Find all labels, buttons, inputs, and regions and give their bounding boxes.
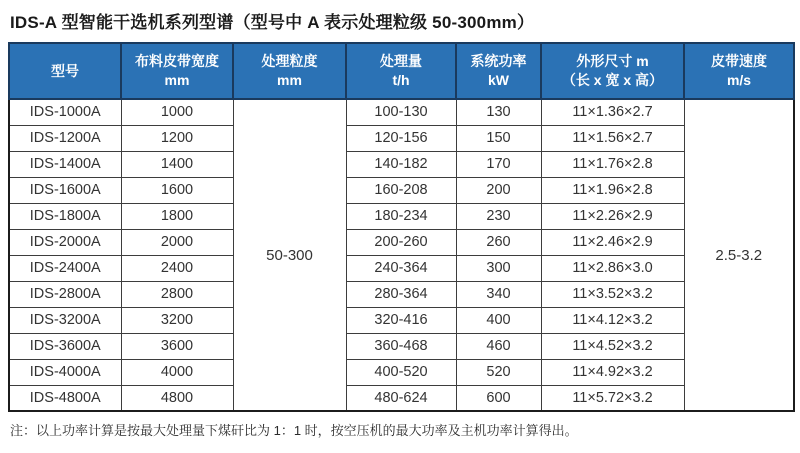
cell-belt-width: 4800: [121, 385, 233, 411]
column-header-4: [346, 43, 456, 99]
column-header-7: [684, 43, 794, 99]
cell-capacity: 360-468: [346, 333, 456, 359]
column-header-label: 皮带速度: [711, 53, 767, 70]
cell-capacity: 240-364: [346, 255, 456, 281]
cell-power: 260: [456, 229, 541, 255]
column-header-2: [121, 43, 233, 99]
cell-model: IDS-4800A: [9, 385, 121, 411]
cell-dimensions: 11×2.46×2.9: [541, 229, 684, 255]
cell-model: IDS-2400A: [9, 255, 121, 281]
cell-belt-speed-merged: 2.5-3.2: [684, 99, 794, 411]
table-row: [9, 229, 794, 255]
column-header-6: [541, 43, 684, 99]
cell-belt-width: 3600: [121, 333, 233, 359]
column-header-unit: m/s: [726, 72, 752, 88]
cell-belt-width: 1200: [121, 125, 233, 151]
cell-capacity: 200-260: [346, 229, 456, 255]
cell-power: 460: [456, 333, 541, 359]
cell-capacity: 120-156: [346, 125, 456, 151]
column-header-label: 布料皮带宽度: [135, 53, 219, 70]
cell-belt-width: 2800: [121, 281, 233, 307]
table-row: [9, 281, 794, 307]
cell-model: IDS-2800A: [9, 281, 121, 307]
cell-dimensions: 11×1.36×2.7: [541, 99, 684, 125]
cell-model: IDS-1200A: [9, 125, 121, 151]
table-row: [9, 151, 794, 177]
column-header-unit: t/h: [392, 72, 410, 88]
cell-power: 300: [456, 255, 541, 281]
cell-dimensions: 11×1.56×2.7: [541, 125, 684, 151]
cell-dimensions: 11×4.52×3.2: [541, 333, 684, 359]
cell-dimensions: 11×4.12×3.2: [541, 307, 684, 333]
table-row: [9, 333, 794, 359]
cell-power: 600: [456, 385, 541, 411]
cell-power: 150: [456, 125, 541, 151]
table-row: [9, 385, 794, 411]
cell-model: IDS-1000A: [9, 99, 121, 125]
cell-power: 520: [456, 359, 541, 385]
cell-capacity: 160-208: [346, 177, 456, 203]
column-header-unit: mm: [277, 72, 302, 88]
column-header-unit: mm: [164, 72, 190, 88]
cell-power: 170: [456, 151, 541, 177]
cell-particle-size-merged: 50-300: [233, 99, 346, 411]
column-header-label: 系统功率: [470, 53, 527, 70]
cell-belt-width: 1600: [121, 177, 233, 203]
cell-power: 130: [456, 99, 541, 125]
cell-belt-width: 4000: [121, 359, 233, 385]
column-header-1: [9, 43, 121, 99]
cell-dimensions: 11×2.86×3.0: [541, 255, 684, 281]
cell-model: IDS-4000A: [9, 359, 121, 385]
cell-capacity: 100-130: [346, 99, 456, 125]
table-row: [9, 255, 794, 281]
table-body: [9, 99, 794, 411]
column-header-label: 型号: [51, 62, 79, 79]
cell-capacity: 480-624: [346, 385, 456, 411]
table-row: [9, 203, 794, 229]
cell-belt-width: 2400: [121, 255, 233, 281]
table-row: [9, 177, 794, 203]
cell-belt-width: 2000: [121, 229, 233, 255]
cell-model: IDS-2000A: [9, 229, 121, 255]
cell-dimensions: 11×1.96×2.8: [541, 177, 684, 203]
cell-dimensions: 11×1.76×2.8: [541, 151, 684, 177]
cell-model: IDS-1800A: [9, 203, 121, 229]
cell-capacity: 140-182: [346, 151, 456, 177]
cell-dimensions: 11×5.72×3.2: [541, 385, 684, 411]
cell-belt-width: 1800: [121, 203, 233, 229]
table-row: [9, 359, 794, 385]
cell-dimensions: 11×4.92×3.2: [541, 359, 684, 385]
cell-capacity: 400-520: [346, 359, 456, 385]
cell-power: 230: [456, 203, 541, 229]
page-title: IDS-A 型智能干选机系列型谱（型号中 A 表示处理粒级 50-300mm）: [10, 13, 535, 32]
column-header-unit: kW: [488, 72, 509, 88]
column-header-3: [233, 43, 346, 99]
column-header-unit: （长 x 宽 x 高）: [561, 72, 664, 88]
footnote: 注：以上功率计算是按最大处理量下煤矸比为 1：1 时，按空压机的最大功率及主机功率计算得出。: [10, 423, 578, 438]
table-row: [9, 307, 794, 333]
table-row: [9, 99, 794, 125]
cell-power: 340: [456, 281, 541, 307]
cell-dimensions: 11×3.52×3.2: [541, 281, 684, 307]
column-header-5: [456, 43, 541, 99]
cell-model: IDS-3600A: [9, 333, 121, 359]
cell-belt-width: 1400: [121, 151, 233, 177]
table-row: [9, 125, 794, 151]
cell-capacity: 180-234: [346, 203, 456, 229]
cell-model: IDS-1400A: [9, 151, 121, 177]
cell-model: IDS-1600A: [9, 177, 121, 203]
column-header-label: 外形尺寸 m: [576, 53, 649, 70]
cell-capacity: 320-416: [346, 307, 456, 333]
cell-dimensions: 11×2.26×2.9: [541, 203, 684, 229]
header-row: [9, 43, 794, 99]
column-header-label: 处理粒度: [261, 53, 318, 70]
cell-belt-width: 1000: [121, 99, 233, 125]
cell-capacity: 280-364: [346, 281, 456, 307]
table-header: [9, 43, 794, 99]
cell-power: 200: [456, 177, 541, 203]
spec-table: [8, 42, 795, 412]
column-header-label: 处理量: [380, 53, 422, 70]
cell-belt-width: 3200: [121, 307, 233, 333]
cell-power: 400: [456, 307, 541, 333]
cell-model: IDS-3200A: [9, 307, 121, 333]
